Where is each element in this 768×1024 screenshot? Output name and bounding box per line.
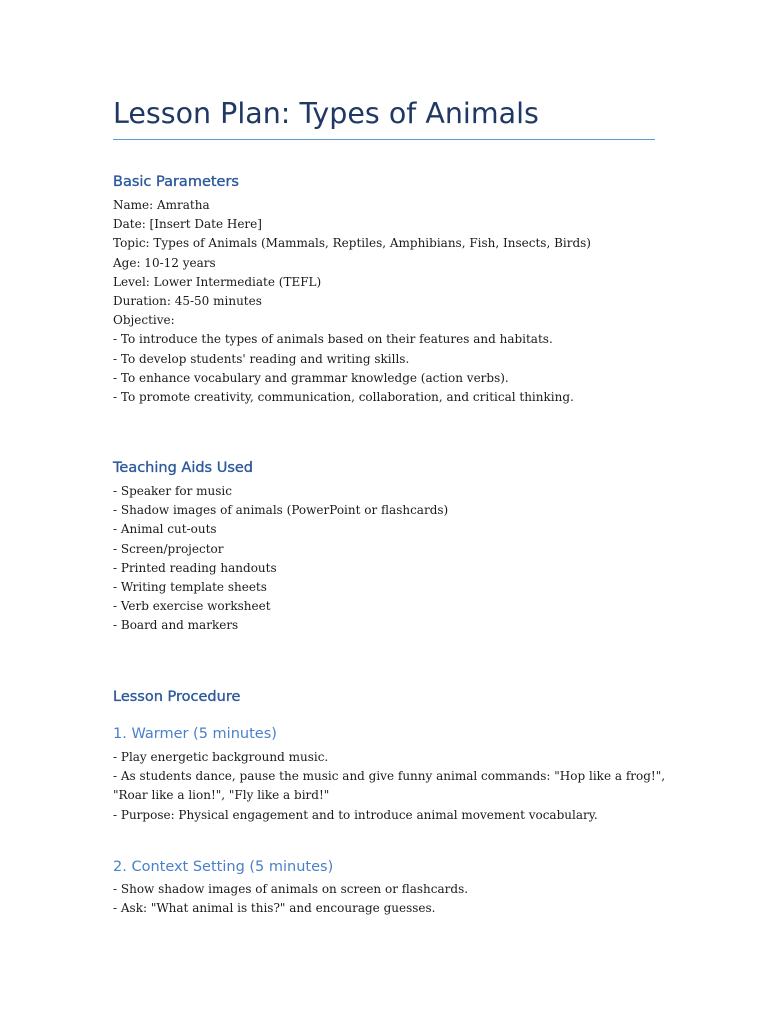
aid-line: - Writing template sheets [113, 579, 267, 594]
warmer-line: - Play energetic background music. [113, 750, 329, 764]
context-setting-heading: 2. Context Setting (5 minutes) [113, 859, 334, 875]
aid-line: - Board and markers [113, 618, 239, 633]
aid-line: - Verb exercise worksheet [113, 599, 271, 614]
basic-parameters-heading: Basic Parameters [113, 174, 239, 190]
warmer-line: - As students dance, pause the music and give funny animal commands: "Hop like a frog!", [113, 769, 666, 784]
param-line: Name: Amratha [113, 198, 210, 212]
aid-line: - Animal cut-outs [113, 522, 217, 537]
teaching-aids-list [113, 482, 448, 636]
param-line: - To enhance vocabulary and grammar knowledge (action verbs). [113, 370, 509, 385]
param-line: - To introduce the types of animals based on their features and habitats. [113, 332, 553, 347]
title-underline [113, 139, 655, 140]
aid-line: - Printed reading handouts [113, 560, 277, 575]
context-line: - Show shadow images of animals on screen or flashcards. [113, 882, 469, 896]
param-line: Duration: 45-50 minutes [113, 293, 262, 308]
warmer-list [113, 748, 665, 825]
param-line: Level: Lower Intermediate (TEFL) [113, 274, 322, 289]
teaching-aids-heading: Teaching Aids Used [113, 460, 254, 476]
warmer-line: - Purpose: Physical engagement and to introduce animal movement vocabulary. [113, 807, 598, 822]
context-setting-list [113, 880, 468, 918]
basic-parameters-list [113, 196, 591, 407]
warmer-line: "Roar like a lion!", "Fly like a bird!" [113, 788, 330, 803]
context-line: - Ask: "What animal is this?" and encourage guesses. [113, 901, 436, 916]
param-line: Age: 10-12 years [113, 255, 216, 270]
param-line: - To promote creativity, communication, collaboration, and critical thinking. [113, 389, 574, 404]
document-page [113, 0, 666, 1024]
aid-line: - Screen/projector [113, 541, 224, 556]
param-line: - To develop students' reading and writing skills. [113, 351, 410, 366]
aid-line: - Speaker for music [113, 484, 232, 498]
aid-line: - Shadow images of animals (PowerPoint or flashcards) [113, 503, 449, 518]
param-line: Date: [Insert Date Here] [113, 217, 262, 232]
param-line: Topic: Types of Animals (Mammals, Reptiles, Amphibians, Fish, Insects, Birds) [113, 236, 591, 251]
warmer-heading: 1. Warmer (5 minutes) [113, 726, 277, 742]
lesson-procedure-heading: Lesson Procedure [113, 689, 241, 705]
page-title: Lesson Plan: Types of Animals [113, 97, 539, 130]
param-line: Objective: [113, 313, 175, 328]
